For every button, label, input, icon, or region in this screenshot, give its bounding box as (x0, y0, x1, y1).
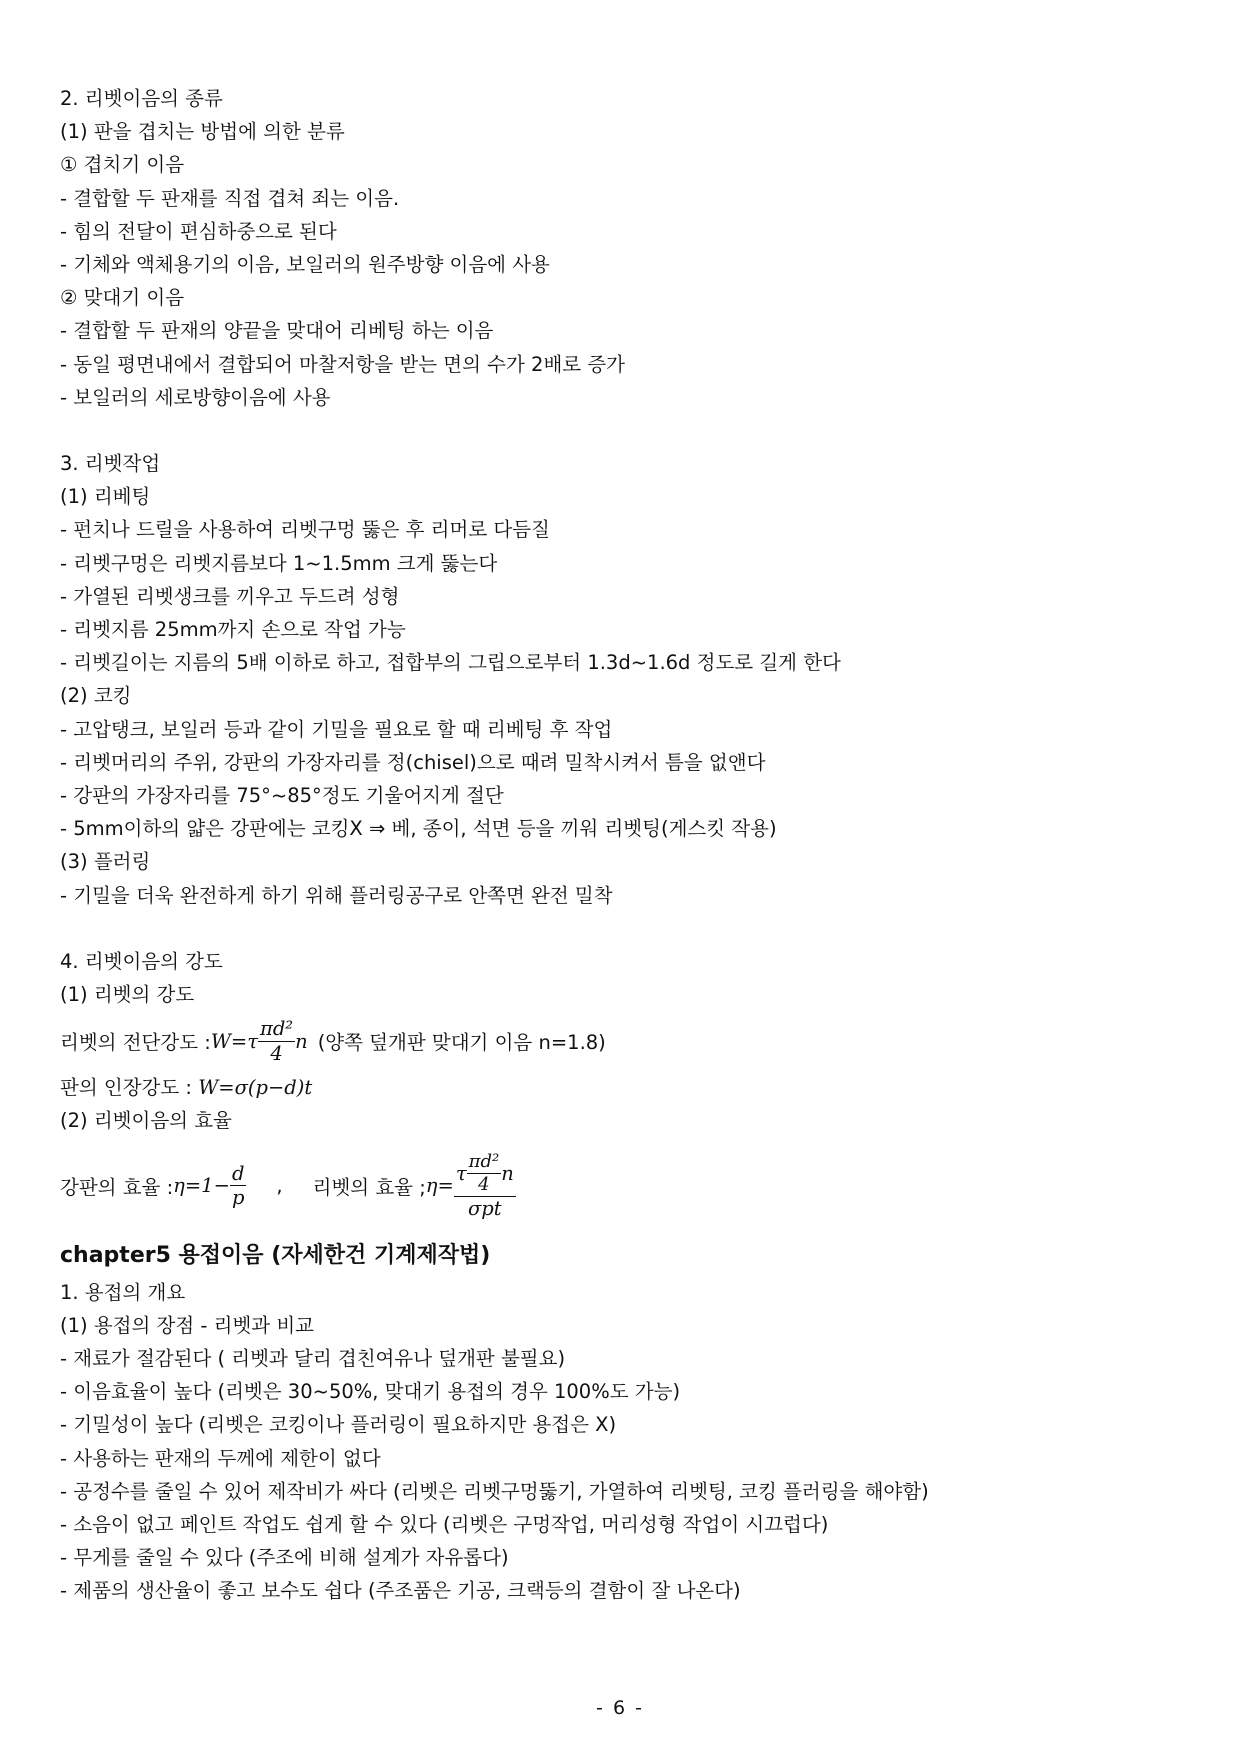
compound-fraction (454, 1151, 516, 1220)
list-item: - 리벳길이는 지름의 5배 이하로 하고, 접합부의 그립으로부터 1.3d~1.6d 정도로 길게 한다 (60, 651, 841, 675)
formula-expression: W=σ(p−d)t (198, 1076, 313, 1100)
list-item: ① 겹치기 이음 (60, 153, 185, 177)
list-item: - 5mm이하의 얇은 강판에는 코킹X ⇒ 베, 종이, 석면 등을 끼워 리벳팅(게스킷 작용) (60, 817, 777, 841)
chapter-heading: chapter5 용접이음 (자세한건 기계제작법) (60, 1242, 491, 1268)
section-heading: 1. 용접의 개요 (60, 1280, 186, 1304)
spacer (60, 414, 1180, 447)
formula-lhs: η=1− (173, 1174, 230, 1198)
list-item: - 강판의 가장자리를 75°~85°정도 기울어지게 절단 (60, 783, 504, 807)
formula-label: 리벳의 효율 ; (312, 1175, 426, 1199)
subsection-heading: (3) 플러링 (60, 850, 151, 874)
list-item: - 펀치나 드릴을 사용하여 리벳구멍 뚫은 후 리머로 다듬질 (60, 518, 550, 542)
fraction (230, 1162, 246, 1210)
list-item: - 보일러의 세로방향이음에 사용 (60, 385, 331, 409)
list-item: - 사용하는 판재의 두께에 제한이 없다 (60, 1446, 381, 1470)
subsection-heading: (1) 리벳의 강도 (60, 983, 195, 1007)
fraction-numerator (454, 1151, 516, 1196)
fraction-denominator: σpt (467, 1196, 502, 1220)
inner-numerator: πd² (468, 1151, 500, 1173)
list-item: ② 맞대기 이음 (60, 286, 185, 310)
tensile-strength-formula (60, 1071, 1180, 1104)
rivet-strength-section (60, 945, 1180, 1234)
formula-note: (양쪽 덮개판 맞대기 이음 n=1.8) (317, 1031, 606, 1055)
rivet-joint-types-section (60, 82, 1180, 414)
list-item: - 동일 평면내에서 결합되어 마찰저항을 받는 면의 수가 2배로 증가 (60, 352, 625, 376)
formula-label: 강판의 효율 : (60, 1175, 174, 1199)
inner-denominator: 4 (478, 1173, 490, 1195)
list-item: - 소음이 없고 페인트 작업도 쉽게 할 수 있다 (리벳은 구멍작업, 머리성형 작업이 시끄럽다) (60, 1512, 829, 1536)
subsection-heading: (1) 리베팅 (60, 485, 151, 509)
welding-overview-section (60, 1276, 1180, 1608)
inner-fraction (467, 1151, 502, 1195)
subsection-heading: (2) 리벳이음의 효율 (60, 1109, 232, 1133)
page-number: - 6 - (596, 1697, 644, 1719)
document-page (60, 82, 1180, 1608)
list-item: - 공정수를 줄일 수 있어 제작비가 싸다 (리벳은 리벳구멍뚫기, 가열하여 리벳팅, 코킹 플러링을 해야함) (60, 1479, 929, 1503)
section-heading: 2. 리벳이음의 종류 (60, 87, 223, 110)
spacer (60, 912, 1180, 945)
subsection-heading: (2) 코킹 (60, 684, 132, 708)
list-item: - 기밀성이 높다 (리벳은 코킹이나 플러링이 필요하지만 용접은 X) (60, 1413, 617, 1437)
fraction-numerator: d (231, 1161, 245, 1185)
formula-label: 리벳의 전단강도 : (60, 1031, 211, 1055)
formula-rhs: n (295, 1029, 308, 1053)
list-item: - 고압탱크, 보일러 등과 같이 기밀을 필요로 할 때 리베팅 후 작업 (60, 717, 613, 741)
list-item: - 결합할 두 판재를 직접 겹쳐 죄는 이음. (60, 186, 400, 210)
list-item: - 무게를 줄일 수 있다 (주조에 비해 설계가 자유롭다) (60, 1546, 509, 1570)
formula-label: 판의 인장강도 : (60, 1076, 199, 1100)
riveting-work-section (60, 447, 1180, 912)
fraction (258, 1017, 295, 1065)
section-heading: 4. 리벳이음의 강도 (60, 949, 223, 973)
subsection-heading: (1) 용접의 장점 - 리벳과 비교 (60, 1313, 315, 1337)
inner-suffix: n (501, 1161, 514, 1185)
list-item: - 리벳구멍은 리벳지름보다 1~1.5mm 크게 뚫는다 (60, 551, 498, 575)
list-item: - 제품의 생산율이 좋고 보수도 쉽다 (주조품은 기공, 크랙등의 결함이 잘 나온다) (60, 1579, 741, 1603)
list-item: - 기체와 액체용기의 이음, 보일러의 원주방향 이음에 사용 (60, 252, 550, 276)
list-item: - 리벳머리의 주위, 강판의 가장자리를 정(chisel)으로 때려 밀착시켜서 틈을 없앤다 (60, 750, 766, 774)
separator: , (276, 1174, 283, 1198)
section-heading: 3. 리벳작업 (60, 452, 161, 476)
formula-lhs: W=τ (210, 1029, 258, 1053)
list-item: - 결합할 두 판재의 양끝을 맞대어 리베팅 하는 이음 (60, 319, 494, 343)
efficiency-formulas (60, 1138, 1180, 1234)
list-item: - 리벳지름 25mm까지 손으로 작업 가능 (60, 618, 406, 641)
list-item: - 이음효율이 높다 (리벳은 30~50%, 맞대기 용접의 경우 100%도 가능) (60, 1380, 681, 1404)
list-item: - 힘의 전달이 편심하중으로 된다 (60, 219, 337, 243)
inner-prefix: τ (455, 1161, 467, 1185)
formula-lhs: η= (425, 1174, 454, 1198)
list-item: - 재료가 절감된다 ( 리벳과 달리 겹친여유나 덮개판 불필요) (60, 1347, 566, 1370)
fraction-denominator: 4 (270, 1041, 283, 1065)
fraction-denominator: p (231, 1186, 245, 1210)
list-item: - 가열된 리벳생크를 끼우고 두드려 성형 (60, 584, 400, 608)
list-item: - 기밀을 더욱 완전하게 하기 위해 플러링공구로 안쪽면 완전 밀착 (60, 883, 613, 907)
shear-strength-formula (60, 1011, 1180, 1071)
subsection-heading: (1) 판을 겹치는 방법에 의한 분류 (60, 120, 345, 144)
fraction-numerator: πd² (260, 1017, 294, 1041)
